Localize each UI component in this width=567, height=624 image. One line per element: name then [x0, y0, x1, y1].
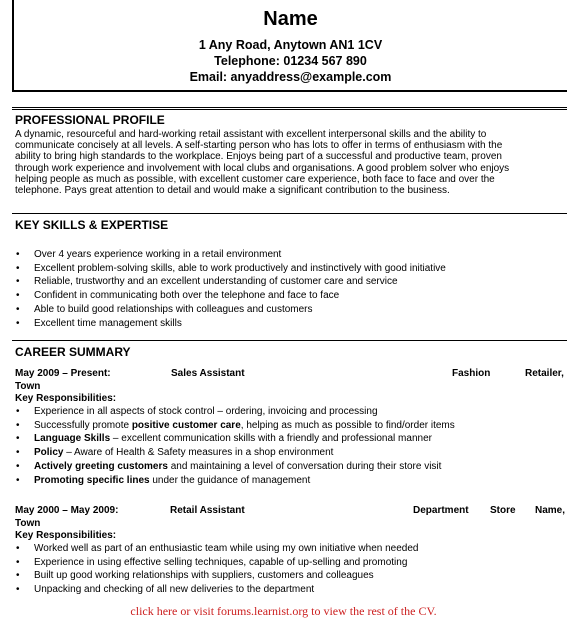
profile-title: PROFESSIONAL PROFILE	[15, 113, 165, 127]
job-location: Town	[15, 381, 41, 392]
bullet-icon: •	[16, 543, 20, 554]
bullet-icon: •	[16, 406, 20, 417]
job-heading	[15, 504, 567, 517]
section-rule	[12, 340, 567, 341]
bullet-icon: •	[16, 249, 20, 260]
bullet-icon: •	[16, 570, 20, 582]
section-rule	[12, 107, 567, 110]
bullet-icon: •	[16, 584, 20, 596]
candidate-name: Name	[263, 8, 318, 30]
bullet-icon: •	[16, 419, 20, 431]
job-dates: May 2000 – May 2009:	[15, 505, 119, 516]
list-item: • Built up good working relationships with suppliers, customers and colleagues	[16, 570, 374, 582]
job-dates: May 2009 – Present:	[15, 368, 111, 379]
profile-line: communicate concisely at all levels. A self-starting person who has lots to offer in terms of enthusiasm with the	[15, 140, 503, 152]
bullet-icon: •	[16, 447, 20, 459]
profile-text	[15, 129, 535, 196]
bullet-icon: •	[16, 460, 20, 472]
profile-line: telephone. Pays great attention to detail and would make a significant contribution to the business.	[15, 185, 450, 197]
bullet-icon: •	[16, 262, 20, 274]
job-heading	[15, 367, 567, 380]
email: Email: anyaddress@example.com	[189, 70, 392, 84]
list-item: • Able to build good relationships with colleagues and customers	[16, 303, 313, 315]
list-item: • Confident in communicating both over the telephone and face to face	[16, 290, 340, 302]
job-employer: Name,	[535, 505, 566, 516]
bullet-icon: •	[16, 303, 20, 315]
responsibilities-label: Key Responsibilities:	[15, 530, 117, 541]
bullet-icon: •	[16, 556, 20, 568]
list-item: • Over 4 years experience working in a retail environment	[16, 249, 282, 260]
responsibilities-list	[15, 542, 418, 597]
skills-list	[15, 248, 446, 330]
bullet-icon: •	[16, 290, 20, 302]
section-rule	[12, 213, 567, 214]
job-role: Retail Assistant	[170, 505, 245, 516]
list-item: • Policy – Aware of Health & Safety measures in a shop environment	[16, 447, 334, 459]
job-location: Town	[15, 518, 41, 529]
job-employer: Store	[490, 505, 516, 516]
list-item: • Unpacking and checking of all new deliveries to the department	[16, 584, 315, 596]
skills-title: KEY SKILLS & EXPERTISE	[15, 218, 169, 232]
responsibilities-list	[15, 405, 455, 487]
job-employer: Retailer,	[525, 368, 564, 379]
list-item: • Successfully promote positive customer care, helping as much as possible to find/order items	[16, 419, 455, 431]
job-role: Sales Assistant	[171, 368, 245, 379]
bullet-icon: •	[16, 317, 20, 329]
address: 1 Any Road, Anytown AN1 1CV	[198, 38, 383, 52]
job-employer: Department	[413, 505, 469, 516]
list-item: • Promoting specific lines under the guidance of management	[16, 474, 311, 486]
bullet-icon: •	[16, 474, 20, 486]
list-item: • Experience in using effective selling techniques, capable of up-selling and promoting	[16, 556, 408, 568]
list-item: • Excellent time management skills	[16, 317, 182, 329]
telephone: Telephone: 01234 567 890	[214, 54, 367, 68]
list-item: • Language Skills – excellent communication skills with a friendly and professional manner	[16, 433, 432, 445]
view-rest-link[interactable]: click here or visit forums.learnist.org to view the rest of the CV.	[130, 604, 437, 618]
responsibilities-label: Key Responsibilities:	[15, 393, 117, 404]
list-item: • Actively greeting customers and maintaining a level of conversation during their store visit	[16, 460, 442, 472]
list-item: • Reliable, trustworthy and an excellent understanding of customer care and service	[16, 276, 398, 288]
profile-line: A dynamic, resourceful and hard-working retail assistant with excellent interpersonal skills and the ability to	[15, 129, 487, 140]
list-item: • Worked well as part of an enthusiastic team while using my own initiative when needed	[16, 543, 419, 554]
profile-line: through work experience and involvement with local clubs and organisations. A good problem solver who enjoys	[15, 162, 510, 174]
bullet-icon: •	[16, 276, 20, 288]
profile-line: ability to bring high standards to the workplace. Enjoys being part of a successful and productive team, proven	[15, 151, 502, 163]
list-item: • Excellent problem-solving skills, able to work productively and instinctively with good initiative	[16, 262, 446, 274]
cv-header	[12, 0, 567, 92]
bullet-icon: •	[16, 433, 20, 445]
profile-line: helping people as much as possible, with excellent customer care experience, both face to face and over the	[15, 173, 495, 185]
list-item: • Experience in all aspects of stock control – ordering, invoicing and processing	[16, 406, 378, 417]
job-employer: Fashion	[452, 368, 491, 379]
career-title: CAREER SUMMARY	[15, 345, 131, 359]
